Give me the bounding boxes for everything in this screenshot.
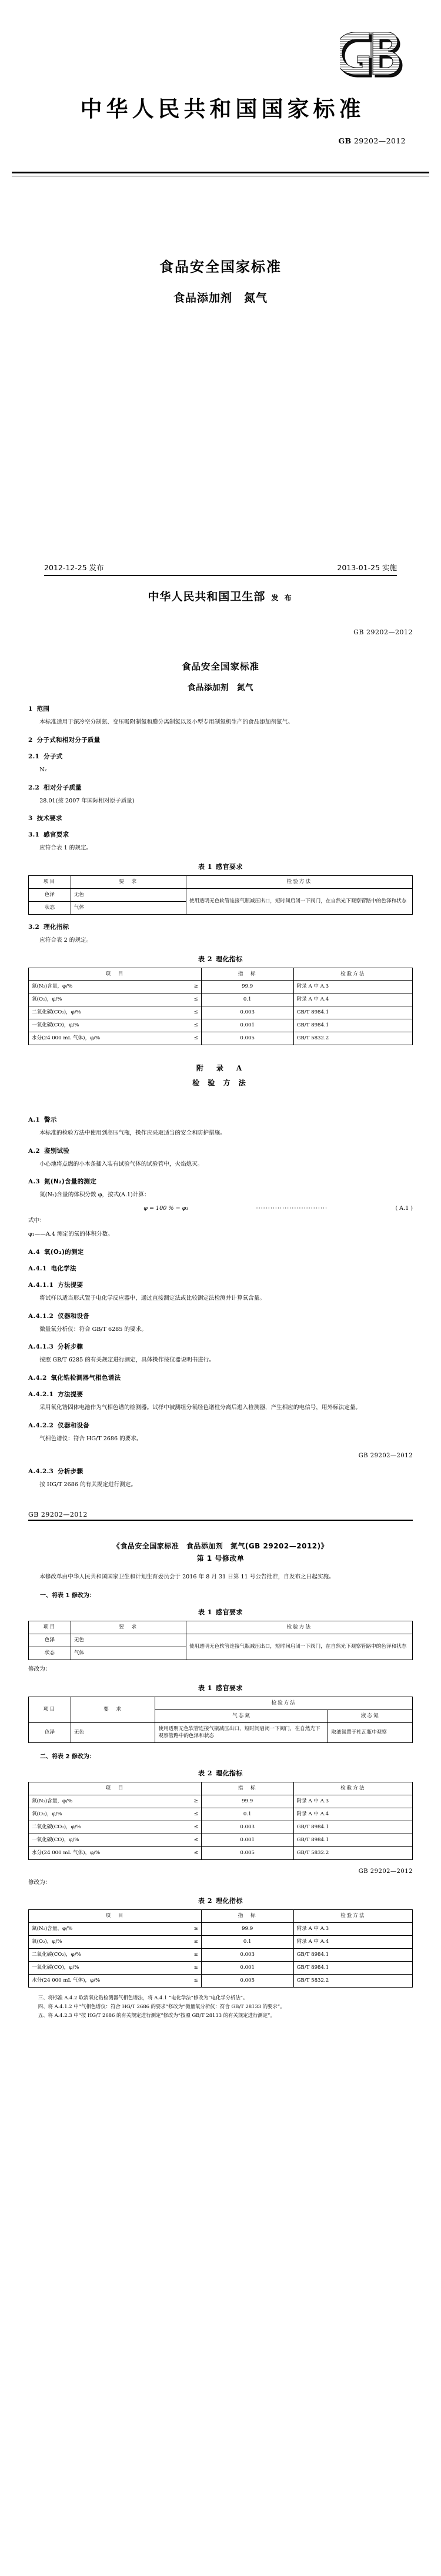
amd-t1-col-requirement: 要 求 bbox=[71, 1621, 186, 1634]
formula-a1-leader: ······························ bbox=[256, 1205, 328, 1212]
clause-a423-heading bbox=[28, 1467, 413, 1476]
amd-t1b-col-method-liquid: 液态氮 bbox=[328, 1709, 413, 1722]
table-2-caption-number: 表 2 bbox=[198, 955, 212, 963]
amendment-table-2-before-caption-title: 理化指标 bbox=[215, 1769, 243, 1778]
amd-t2b-r2-value: 0.1 bbox=[201, 1936, 293, 1949]
table-2-col-item: 项 目 bbox=[29, 968, 202, 981]
cover-title-main: 食品安全国家标准 bbox=[159, 259, 282, 275]
amendment-table-1-after bbox=[28, 1697, 413, 1744]
amendment-table-1-before bbox=[28, 1621, 413, 1660]
clause-3-heading bbox=[28, 814, 413, 822]
clause-a411-number: A.4.1.1 bbox=[28, 1281, 54, 1289]
amd-t2-r5-comparator: ≤ bbox=[193, 1849, 198, 1856]
table-row bbox=[29, 1821, 413, 1834]
table-row bbox=[29, 1936, 413, 1949]
clause-a3-text: 氮(N₂)含量的体积分数 φ，按式(A.1)计算： bbox=[39, 1192, 150, 1199]
amd-t2b-r1-comparator: ≥ bbox=[193, 1926, 198, 1932]
amendment-section-1-heading: 一、将表 1 修改为： bbox=[40, 1593, 95, 1600]
amd-t2-r5-value: 0.005 bbox=[201, 1846, 293, 1859]
amd-t2b-r3-comparator: ≤ bbox=[193, 1952, 198, 1958]
table-row bbox=[29, 1974, 413, 1987]
clause-a413-number: A.4.1.3 bbox=[28, 1343, 54, 1351]
amd-t1b-col-method-gas: 气态氮 bbox=[155, 1709, 328, 1722]
table-2-r5-comparator: ≤ bbox=[193, 1035, 198, 1042]
amendment-footer-standard-number: GB 29202—2012 bbox=[358, 1868, 413, 1875]
table-row bbox=[29, 1032, 413, 1045]
clause-1-number: 1 bbox=[28, 705, 33, 712]
clause-a3-title: 氮(N₂)含量的测定 bbox=[44, 1178, 96, 1186]
amd-t2-col-item: 项 目 bbox=[29, 1782, 202, 1795]
clause-a42-number: A.4.2 bbox=[28, 1374, 47, 1382]
amendment-preamble: 本修改单由中华人民共和国国家卫生和计划生育委员会于 2016 年 8 月 31 日第 11 号公告批准，自发布之日起实施。 bbox=[39, 1573, 335, 1580]
amd-t1b-col-method-group: 检验方法 bbox=[155, 1697, 413, 1709]
table-2-r2-value: 0.1 bbox=[201, 993, 293, 1006]
formula-where-label: 式中： bbox=[28, 1217, 45, 1225]
amd-t2-r2-comparator: ≤ bbox=[193, 1811, 198, 1818]
clause-a421-heading bbox=[28, 1390, 413, 1399]
clause-3-2-heading bbox=[28, 922, 413, 931]
amendment-title-number: 第 1 号修改单 bbox=[196, 1554, 245, 1563]
amd-t1-r1-requirement: 无色 bbox=[71, 1634, 186, 1647]
amendment-page bbox=[0, 1541, 441, 2026]
clause-a412-title: 仪器和设备 bbox=[58, 1312, 90, 1320]
amendment-section-2-heading: 二、将表 2 修改为： bbox=[40, 1754, 95, 1761]
amendment-table-2-after-caption-title: 理化指标 bbox=[215, 1897, 243, 1905]
amendment-header-rule bbox=[28, 1520, 413, 1521]
amd-t2-r3-value: 0.003 bbox=[201, 1821, 293, 1834]
amd-t2-r1-method: 附录 A 中 A.3 bbox=[293, 1795, 412, 1808]
clause-2-1-title: 分子式 bbox=[44, 752, 63, 760]
cover-issue-date: 2012-12-25 发布 bbox=[44, 563, 104, 572]
formula-where-definition: φ₁——A.4 测定的氧的体积分数。 bbox=[28, 1231, 113, 1238]
formula-a1-row bbox=[28, 1205, 413, 1212]
clause-a422-heading bbox=[28, 1421, 413, 1430]
table-2-r5-value: 0.005 bbox=[201, 1032, 293, 1045]
table-2-r1-item: 氮(N₂)含量，φ/% bbox=[32, 983, 73, 990]
amd-t1b-col-requirement: 要 求 bbox=[71, 1697, 155, 1722]
clause-3-2-number: 3.2 bbox=[28, 923, 40, 931]
clause-1-scope-text: 本标准适用于深冷空分制氮、变压吸附制氮和膜分离制氮以及小型专用制氮机生产的食品添加剂氮气。 bbox=[39, 719, 293, 725]
amd-t2b-r5-item: 水分(24 000 mL 气体)，φ/% bbox=[32, 1977, 101, 1983]
amendment-table-1-after-caption-title: 感官要求 bbox=[215, 1684, 243, 1692]
table-2-r1-method: 附录 A 中 A.3 bbox=[293, 981, 412, 993]
amd-t1-method-cell: 使用透明无色软管连接气瓶减压出口，短时间启闭一下阀门，在自然光下观察管路中的色泽和状态 bbox=[186, 1634, 412, 1660]
clause-2-2-number: 2.2 bbox=[28, 784, 40, 791]
table-row bbox=[29, 1923, 413, 1936]
table-1-col-requirement: 要 求 bbox=[71, 876, 186, 889]
appendix-a-subheading: 检 验 方 法 bbox=[192, 1078, 249, 1087]
amd-t2-r4-item: 一氧化碳(CO)，φ/% bbox=[32, 1836, 79, 1843]
amd-t2b-col-item: 项 目 bbox=[29, 1910, 202, 1923]
amd-t2b-col-index: 指 标 bbox=[201, 1910, 293, 1923]
table-2-r2-method: 附录 A 中 A.4 bbox=[293, 993, 412, 1006]
clause-3-1-heading bbox=[28, 830, 413, 839]
amendment-table-1-after-caption-number: 表 1 bbox=[198, 1684, 212, 1692]
formula-a1-expression: φ = 100 % − φ₁ bbox=[143, 1205, 189, 1212]
amd-t1b-r1-requirement: 无色 bbox=[71, 1722, 155, 1743]
table-2-col-method: 检验方法 bbox=[293, 968, 412, 981]
amd-t2-col-index: 指 标 bbox=[201, 1782, 293, 1795]
gb-logo-icon bbox=[340, 32, 406, 79]
amd-t2-r3-item: 二氧化碳(CO₂)，φ/% bbox=[32, 1824, 81, 1830]
amendment-table-1-before-caption bbox=[28, 1607, 413, 1617]
clause-a422-text: 气相色谱仪：符合 HG/T 2686 的要求。 bbox=[39, 1435, 142, 1442]
table-2-r4-value: 0.001 bbox=[201, 1019, 293, 1032]
amd-t2b-r5-method: GB/T 5832.2 bbox=[293, 1974, 412, 1987]
clause-a3-number: A.3 bbox=[28, 1178, 41, 1186]
amendment-modified-to-label-1: 修改为： bbox=[28, 1665, 51, 1672]
amendment-note-4: 四、将 A.4.1.2 中“气相色谱仪：符合 HG/T 2686 的要求”修改为“微量氧分析仪：符合 GB/T 28133 的要求”。 bbox=[38, 2003, 285, 2009]
amd-t2b-r1-item: 氮(N₂)含量，φ/% bbox=[32, 1926, 73, 1932]
table-1-col-method: 检验方法 bbox=[186, 876, 412, 889]
clause-a1-title: 警示 bbox=[44, 1116, 57, 1123]
amd-t2b-r3-item: 二氧化碳(CO₂)，φ/% bbox=[32, 1952, 81, 1958]
amendment-notes bbox=[28, 1993, 413, 2020]
table-2-r1-value: 99.9 bbox=[201, 981, 293, 993]
clause-a4-title: 氧(O₂)的测定 bbox=[44, 1248, 84, 1256]
amd-t2-r2-method: 附录 A 中 A.4 bbox=[293, 1808, 412, 1821]
amd-t1-r2-item: 状态 bbox=[29, 1647, 71, 1660]
amd-t2b-r4-value: 0.001 bbox=[201, 1962, 293, 1975]
amd-t2-r1-value: 99.9 bbox=[201, 1795, 293, 1808]
clause-a412-heading bbox=[28, 1312, 413, 1320]
amendment-title: 《食品安全国家标准 食品添加剂 氮气(GB 29202—2012)》 bbox=[112, 1541, 329, 1550]
amendment-table-1-before-caption-title: 感官要求 bbox=[215, 1608, 243, 1617]
clause-a2-title: 鉴别试验 bbox=[44, 1147, 70, 1155]
amd-t1b-r1-method-gas: 使用透明无色软管连接气瓶减压出口，短时间启闭一下阀门，在自然光下观察管路中的色泽和状态 bbox=[155, 1722, 328, 1743]
table-2-r3-comparator: ≤ bbox=[193, 1009, 198, 1016]
cover-dates-rule bbox=[44, 575, 397, 576]
table-row bbox=[29, 1006, 413, 1019]
clause-2-1-number: 2.1 bbox=[28, 752, 40, 760]
clause-a2-text: 小心地将点燃的小木条插入装有试验气体的试验管中，火焰熄灭。 bbox=[39, 1160, 203, 1167]
cover-title-sub: 食品添加剂 氮气 bbox=[173, 292, 268, 305]
clause-a421-number: A.4.2.1 bbox=[28, 1391, 54, 1399]
amendment-modified-to-label-2: 修改为： bbox=[28, 1879, 51, 1886]
table-2-r2-item: 氧(O₂)，φ/% bbox=[32, 996, 62, 1003]
amd-t2b-col-method: 检验方法 bbox=[293, 1910, 412, 1923]
amd-t2-r1-comparator: ≥ bbox=[193, 1798, 198, 1805]
amd-t2-r5-item: 水分(24 000 mL 气体)，φ/% bbox=[32, 1849, 101, 1856]
table-2-r1-comparator: ≥ bbox=[193, 983, 198, 990]
cover-effective-date: 2013-01-25 实施 bbox=[337, 563, 397, 572]
clause-a42-title: 氧化锆检测器气相色谱法 bbox=[51, 1374, 121, 1382]
amendment-table-1-before-header-row bbox=[29, 1621, 413, 1634]
clause-1-heading bbox=[28, 704, 413, 713]
clause-a422-number: A.4.2.2 bbox=[28, 1421, 54, 1429]
table-2-header-row bbox=[29, 968, 413, 981]
table-row bbox=[29, 1795, 413, 1808]
amendment-note-5: 五、将 A.4.2.3 中“按 HG/T 2686 的有关规定进行测定”修改为“按照 GB/T 28133 的有关规定进行测定”。 bbox=[38, 2012, 275, 2019]
amd-t2b-r2-item: 氧(O₂)，φ/% bbox=[32, 1939, 62, 1945]
clause-3-2-title: 理化指标 bbox=[44, 923, 69, 931]
table-row bbox=[29, 1846, 413, 1859]
appendix-page bbox=[0, 1115, 441, 1527]
cover-dates bbox=[44, 562, 397, 573]
table-1-r1-requirement: 无色 bbox=[71, 889, 186, 902]
amd-t2b-r5-value: 0.005 bbox=[201, 1974, 293, 1987]
relative-molecular-mass-value: 28.01(按 2007 年国际相对原子质量) bbox=[39, 797, 135, 804]
amd-t2-r3-method: GB/T 8984.1 bbox=[293, 1821, 412, 1834]
table-2-physicochemical-indices bbox=[28, 968, 413, 1045]
clause-a423-number: A.4.2.3 bbox=[28, 1467, 54, 1475]
cover-standard-prefix: GB bbox=[338, 136, 352, 145]
amd-t2b-r2-method: 附录 A 中 A.4 bbox=[293, 1936, 412, 1949]
amendment-table-2-after bbox=[28, 1909, 413, 1987]
table-2-r4-item: 一氧化碳(CO)，φ/% bbox=[32, 1022, 79, 1029]
amendment-table-2-after-caption bbox=[28, 1896, 413, 1905]
amd-t2-r4-method: GB/T 8984.1 bbox=[293, 1834, 412, 1846]
cover-page bbox=[0, 0, 441, 617]
amendment-header-standard-number: GB 29202—2012 bbox=[28, 1510, 88, 1518]
amd-t1-r2-requirement: 气体 bbox=[71, 1647, 186, 1660]
clause-3-1-number: 3.1 bbox=[28, 831, 40, 839]
amd-t2b-r5-comparator: ≤ bbox=[193, 1977, 198, 1983]
amd-t2b-r4-comparator: ≤ bbox=[193, 1965, 198, 1971]
amendment-table-1-after-header-row-1 bbox=[29, 1697, 413, 1709]
table-1-caption bbox=[28, 862, 413, 871]
cover-issuer-publish-label: 发 布 bbox=[271, 594, 293, 602]
page1-header-standard-number: GB 29202—2012 bbox=[353, 628, 413, 636]
table-row bbox=[29, 889, 413, 902]
amd-t1b-col-item: 项目 bbox=[29, 1697, 71, 1722]
table-2-r3-value: 0.003 bbox=[201, 1006, 293, 1019]
clause-a42-heading bbox=[28, 1373, 413, 1382]
page1-header bbox=[0, 617, 441, 644]
cover-nation-title: 中华人民共和国国家标准 bbox=[80, 96, 365, 122]
molecular-formula-value: N₂ bbox=[39, 766, 47, 773]
amendment-table-2-before-caption bbox=[28, 1768, 413, 1778]
table-1-col-item: 项目 bbox=[29, 876, 71, 889]
body-page-1 bbox=[0, 617, 441, 1108]
clause-2-2-heading bbox=[28, 783, 413, 792]
cover-issuer-name: 中华人民共和国卫生部 bbox=[148, 590, 266, 603]
table-2-r4-method: GB/T 8984.1 bbox=[293, 1019, 412, 1032]
amd-t2b-r3-method: GB/T 8984.1 bbox=[293, 1949, 412, 1962]
see-table-2-text: 应符合表 2 的规定。 bbox=[39, 936, 92, 944]
amd-t2-r4-comparator: ≤ bbox=[193, 1836, 198, 1843]
amd-t2-r2-value: 0.1 bbox=[201, 1808, 293, 1821]
clause-a2-heading bbox=[28, 1146, 413, 1155]
clause-3-1-title: 感官要求 bbox=[44, 831, 69, 839]
amd-t2b-r1-value: 99.9 bbox=[201, 1923, 293, 1936]
clause-a41-heading bbox=[28, 1264, 413, 1273]
clause-2-1-heading bbox=[28, 752, 413, 761]
amendment-note-3: 三、将标准 A.4.2 取消氧化锆检测器气相色谱法，将 A.4.1 “电化学法”修改为“电化学分析法”。 bbox=[38, 1994, 248, 2000]
clause-a411-title: 方法提要 bbox=[58, 1281, 83, 1289]
page1-title-sub: 食品添加剂 氮气 bbox=[188, 683, 253, 692]
clause-a41-number: A.4.1 bbox=[28, 1264, 47, 1272]
amd-t2-r4-value: 0.001 bbox=[201, 1834, 293, 1846]
amd-t2-r3-comparator: ≤ bbox=[193, 1824, 198, 1830]
clause-2-heading bbox=[28, 735, 413, 744]
table-row bbox=[29, 1019, 413, 1032]
table-row bbox=[29, 1634, 413, 1647]
appendix-footer-standard-number: GB 29202—2012 bbox=[358, 1452, 413, 1459]
clause-a412-number: A.4.1.2 bbox=[28, 1312, 54, 1320]
table-2-caption-title: 理化指标 bbox=[215, 955, 243, 963]
clause-a4-heading bbox=[28, 1247, 413, 1256]
amendment-table-2-before-header-row bbox=[29, 1782, 413, 1795]
table-row bbox=[29, 1722, 413, 1743]
clause-a411-text: 将试样以适当形式置于电化学反应器中，通过直接测定法或比较测定法检测并计算氧含量。 bbox=[39, 1294, 265, 1302]
amendment-table-2-before bbox=[28, 1782, 413, 1859]
amd-t2b-r2-comparator: ≤ bbox=[193, 1939, 198, 1945]
amd-t1-col-item: 项目 bbox=[29, 1621, 71, 1634]
table-row bbox=[29, 981, 413, 993]
cover-standard-code: 29202—2012 bbox=[353, 136, 406, 145]
clause-2-title: 分子式和相对分子质量 bbox=[36, 736, 101, 744]
amd-t1b-r1-item: 色泽 bbox=[29, 1722, 71, 1743]
amd-t2b-r3-value: 0.003 bbox=[201, 1949, 293, 1962]
clause-a422-title: 仪器和设备 bbox=[58, 1421, 90, 1429]
table-row bbox=[29, 993, 413, 1006]
clause-a4-number: A.4 bbox=[28, 1248, 41, 1256]
clause-a423-text: 按 HG/T 2686 的有关规定进行测定。 bbox=[39, 1481, 136, 1488]
formula-a1-number: ( A.1 ) bbox=[395, 1205, 413, 1212]
clause-2-2-title: 相对分子质量 bbox=[44, 784, 82, 791]
cover-issuer bbox=[0, 588, 441, 604]
appendix-content bbox=[0, 1115, 441, 1500]
clause-a41-title: 电化学法 bbox=[51, 1264, 76, 1272]
clause-a1-text: 本标准的检验方法中使用到高压气瓶，操作应采取适当的安全和防护措施。 bbox=[39, 1129, 226, 1136]
amendment-content bbox=[0, 1541, 441, 2026]
table-row bbox=[29, 1949, 413, 1962]
table-2-r5-method: GB/T 5832.2 bbox=[293, 1032, 412, 1045]
clause-a1-heading bbox=[28, 1115, 413, 1124]
amd-t2-col-method: 检验方法 bbox=[293, 1782, 412, 1795]
table-1-caption-number: 表 1 bbox=[198, 863, 212, 871]
table-row bbox=[29, 1834, 413, 1846]
amendment-table-1-before-caption-number: 表 1 bbox=[198, 1608, 212, 1617]
table-2-caption bbox=[28, 954, 413, 964]
table-2-r4-comparator: ≤ bbox=[193, 1022, 198, 1029]
cover-standard-number bbox=[339, 136, 406, 145]
table-1-r1-item: 色泽 bbox=[29, 889, 71, 902]
appendix-a-heading: 附 录 A bbox=[196, 1063, 245, 1072]
table-2-col-index: 指 标 bbox=[201, 968, 293, 981]
clause-a2-number: A.2 bbox=[28, 1147, 41, 1155]
table-row bbox=[29, 1808, 413, 1821]
amendment-table-1-after-caption bbox=[28, 1683, 413, 1692]
amd-t2-r1-item: 氮(N₂)含量，φ/% bbox=[32, 1798, 73, 1805]
amd-t2-r2-item: 氧(O₂)，φ/% bbox=[32, 1811, 62, 1818]
page1-title-main: 食品安全国家标准 bbox=[181, 661, 259, 672]
amd-t2b-r4-item: 一氧化碳(CO)，φ/% bbox=[32, 1965, 79, 1971]
table-row bbox=[29, 1962, 413, 1975]
clause-a3-heading bbox=[28, 1177, 413, 1186]
amd-t2-r5-method: GB/T 5832.2 bbox=[293, 1846, 412, 1859]
clause-1-title: 范围 bbox=[36, 705, 50, 712]
amendment-page-header bbox=[0, 1500, 441, 1527]
table-2-r5-item: 水分(24 000 mL 气体)，φ/% bbox=[32, 1035, 101, 1042]
clause-a421-text: 采用氧化锆固体电池作为气相色谱的检测器。试样中被测组分氧经色谱柱分离后进入检测器，产生相应的电信号，用外标法定量。 bbox=[39, 1404, 362, 1411]
table-2-r3-method: GB/T 8984.1 bbox=[293, 1006, 412, 1019]
amd-t2b-r1-method: 附录 A 中 A.3 bbox=[293, 1923, 412, 1936]
clause-a1-number: A.1 bbox=[28, 1116, 41, 1123]
table-1-method-cell: 使用透明无色软管连接气瓶减压出口，短时间启闭一下阀门，在自然光下观察管路中的色泽和状态 bbox=[186, 889, 412, 915]
table-1-r2-item: 状态 bbox=[29, 901, 71, 914]
clause-a411-heading bbox=[28, 1280, 413, 1289]
table-1-r2-requirement: 气体 bbox=[71, 901, 186, 914]
clause-3-number: 3 bbox=[28, 815, 33, 822]
amd-t1-r1-item: 色泽 bbox=[29, 1634, 71, 1647]
see-table-1-text: 应符合表 1 的规定。 bbox=[39, 845, 92, 852]
clause-3-title: 技术要求 bbox=[36, 815, 62, 822]
amendment-table-2-after-caption-number: 表 2 bbox=[198, 1897, 212, 1905]
table-1-header-row bbox=[29, 876, 413, 889]
clause-a412-text: 微量氧分析仪：符合 GB/T 6285 的要求。 bbox=[39, 1326, 147, 1333]
table-1-caption-title: 感官要求 bbox=[215, 863, 243, 871]
page1-content bbox=[0, 660, 441, 1108]
table-2-r3-item: 二氧化碳(CO₂)，φ/% bbox=[32, 1009, 81, 1016]
clause-a413-text: 按照 GB/T 6285 的有关规定进行测定，具体操作按仪器说明书进行。 bbox=[39, 1357, 215, 1364]
clause-a413-heading bbox=[28, 1342, 413, 1351]
clause-a413-title: 分析步骤 bbox=[58, 1343, 83, 1351]
amd-t1-col-method: 检验方法 bbox=[186, 1621, 412, 1634]
table-1-sensory-requirements bbox=[28, 875, 413, 915]
clause-a421-title: 方法提要 bbox=[58, 1391, 83, 1399]
amd-t1b-r1-method-liquid: 取液氮置于杜瓦瓶中观察 bbox=[328, 1722, 413, 1743]
table-2-r2-comparator: ≤ bbox=[193, 996, 198, 1003]
amendment-table-2-after-header-row bbox=[29, 1910, 413, 1923]
clause-a423-title: 分析步骤 bbox=[58, 1467, 83, 1475]
clause-2-number: 2 bbox=[28, 736, 33, 744]
cover-rule-thick bbox=[12, 172, 429, 173]
amd-t2b-r4-method: GB/T 8984.1 bbox=[293, 1962, 412, 1975]
amendment-table-2-before-caption-number: 表 2 bbox=[198, 1769, 212, 1778]
